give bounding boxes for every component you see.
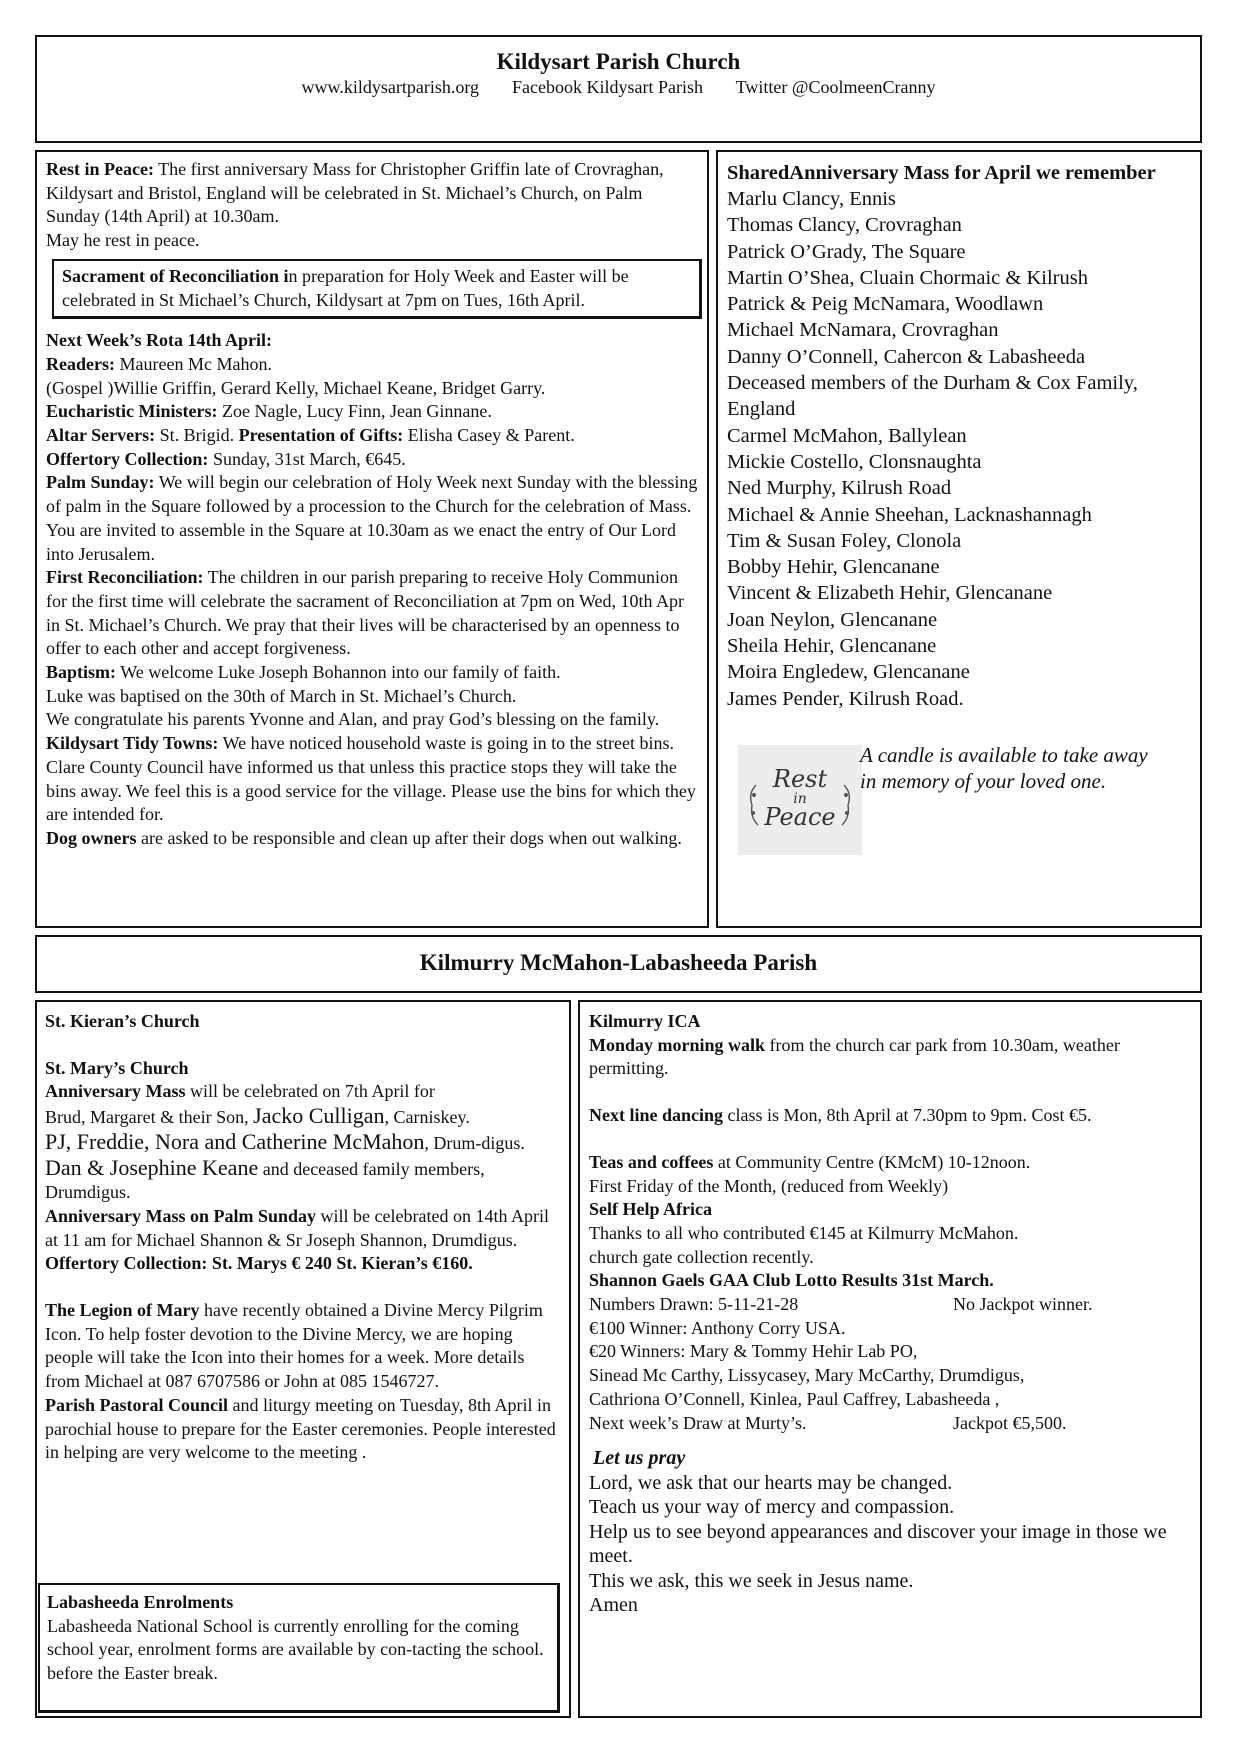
remembered-name: Danny O’Connell, Cahercon & Labasheeda — [727, 345, 1086, 368]
legion-of-mary: The Legion of Mary have recently obtained a Divine Mercy Pilgrim Icon. To help foster devotion to the Divine Mercy, we are hoping people will take the Icon into their homes for a week. More details from Michael at 087 6707586 or John at 085 1546727. — [45, 1300, 543, 1392]
rip-closing: May he rest in peace. — [46, 230, 200, 251]
offertory: Offertory Collection: Sunday, 31st March, €645. — [46, 448, 406, 469]
header-box — [35, 35, 1202, 143]
enrolments-box — [38, 1583, 560, 1713]
anniversary-heading: SharedAnniversary Mass for April we remember — [727, 162, 1156, 184]
rota-servers: Altar Servers: St. Brigid. Presentation of Gifts: Elisha Casey & Parent. — [46, 425, 575, 446]
facebook-link[interactable]: Facebook Kildysart Parish — [512, 77, 703, 97]
header-links — [37, 77, 1200, 98]
ica-heading: Kilmurry ICA — [589, 1011, 701, 1031]
prayer-line: Amen — [589, 1594, 638, 1617]
enrolments-text: Labasheeda National School is currently enrolling for the coming school year, enrolment forms are available by con-tacting the school. before the Easter break. — [47, 1615, 544, 1684]
rota-ministers: Eucharistic Ministers: Zoe Nagle, Lucy Finn, Jean Ginnane. — [46, 401, 492, 422]
remembered-name: Sheila Hehir, Glencanane — [727, 635, 937, 658]
st-kieran-heading: St. Kieran’s Church — [45, 1011, 200, 1031]
remembered-name: Thomas Clancy, Crovraghan — [727, 214, 962, 237]
prayer-heading: Let us pray — [593, 1447, 686, 1470]
self-help-text: Thanks to all who contributed €145 at Kilmurry McMahon. — [589, 1222, 1019, 1243]
first-reconciliation: First Reconciliation: The children in our parish preparing to receive Holy Communion for the first time will celebrate the sacrament of Reconciliation at 7pm on Wed, 10th Apr in St. Michael’s Church. We pray that their lives will be characterised by an openness to offer to each other and accept forgiveness. — [46, 567, 685, 659]
remembered-name: Patrick & Peig McNamara, Woodlawn — [727, 293, 1044, 316]
remembered-name: Deceased members of the Durham & Cox Family, England — [727, 372, 1138, 421]
palm-sunday-mass: Anniversary Mass on Palm Sunday will be celebrated on 14th April at 11 am for Michael Shannon & Sr Joseph Shannon, Drumdigus. — [45, 1205, 549, 1250]
kilmurry-title-box — [35, 935, 1202, 993]
dog-owners: Dog owners are asked to be responsible and clean up after their dogs when out walking. — [46, 827, 682, 848]
candle-text: A candle is available to take away in memory of your loved one. — [860, 742, 1148, 793]
rota-readers: Readers: Maureen Mc Mahon. — [46, 353, 272, 374]
website-link[interactable]: www.kildysartparish.org — [301, 77, 480, 97]
rota-gospel: (Gospel )Willie Griffin, Gerard Kelly, Michael Keane, Bridget Garry. — [46, 377, 546, 398]
prayer-line: Lord, we ask that our hearts may be changed. — [589, 1471, 953, 1494]
kilmurry-title: Kilmurry McMahon-Labasheeda Parish — [419, 950, 818, 975]
logo-in: in — [793, 790, 807, 807]
remembered-name: Bobby Hehir, Glencanane — [727, 556, 940, 579]
rest-in-peace-logo — [738, 745, 862, 855]
line-dancing: Next line dancing class is Mon, 8th April at 7.30pm to 9pm. Cost €5. — [589, 1105, 1092, 1126]
prayer-line: Teach us your way of mercy and compassion. — [589, 1496, 955, 1519]
enrolments-heading: Labasheeda Enrolments — [47, 1592, 234, 1612]
palm-sunday: Palm Sunday: We will begin our celebration of Holy Week next Sunday with the blessing of palm in the Square followed by a procession to the Church for the celebration of Mass. You are invited to assemble in the Square at 10.30am as we enact the entry of Our Lord into Jerusalem. — [46, 472, 698, 564]
logo-rest: Rest — [772, 764, 828, 793]
teas-coffees: Teas and coffees at Community Centre (KMcM) 10-12noon. — [589, 1151, 1031, 1172]
kilmurry-offertory: Offertory Collection: St. Marys € 240 St. Kieran’s €160. — [45, 1253, 473, 1274]
page-title: Kildysart Parish Church — [496, 49, 741, 74]
lotto-winner-20c: Cathriona O’Connell, Kinlea, Paul Caffrey, Labasheeda , — [589, 1388, 1000, 1409]
tidy-towns: Kildysart Tidy Towns: We have noticed household waste is going in to the street bins. Clare County Council have informed us that unless this practice stops they will take the bins away. We feel this is a good service for the village. Please use the bins for which they are intended for. — [46, 733, 696, 825]
self-help-text-2: church gate collection recently. — [589, 1246, 814, 1267]
lotto-heading: Shannon Gaels GAA Club Lotto Results 31st March. — [589, 1270, 994, 1291]
remembered-name: Moira Engledew, Glencanane — [727, 661, 970, 684]
prayer-text — [589, 1471, 1192, 1618]
kilmurry-community-box — [578, 1000, 1202, 1718]
remembered-name: Tim & Susan Foley, Clonola — [727, 529, 962, 552]
anniversary-mcmahon: PJ, Freddie, Nora and Catherine McMahon, Drum-digus. — [45, 1128, 525, 1154]
kildysart-news-box — [35, 150, 709, 928]
lotto-numbers: Numbers Drawn: 5-11-21-28 No Jackpot winner. — [589, 1294, 1093, 1315]
remembered-name: James Pender, Kilrush Road. — [727, 687, 964, 710]
twitter-link[interactable]: Twitter @CoolmeenCranny — [735, 77, 936, 97]
remembered-name: Michael & Annie Sheehan, Lacknashannagh — [727, 503, 1092, 526]
lotto-winner-20: €20 Winners: Mary & Tommy Hehir Lab PO, — [589, 1341, 918, 1362]
baptism-2: Luke was baptised on the 30th of March in St. Michael’s Church. — [46, 685, 517, 706]
baptism: Baptism: We welcome Luke Joseph Bohannon into our family of faith. — [46, 662, 561, 683]
remembered-name: Joan Neylon, Glencanane — [727, 608, 938, 631]
remembered-name: Vincent & Elizabeth Hehir, Glencanane — [727, 582, 1053, 605]
rota-heading: Next Week’s Rota 14th April: — [46, 330, 272, 351]
anniversary-mass: Anniversary Mass will be celebrated on 7th April for — [45, 1081, 435, 1102]
lotto-next-draw: Next week’s Draw at Murty’s. Jackpot €5,500. — [589, 1412, 1067, 1433]
self-help-heading: Self Help Africa — [589, 1199, 712, 1220]
remembered-name: Marlu Clancy, Ennis — [727, 188, 896, 210]
remembered-name: Mickie Costello, Clonsnaughta — [727, 450, 982, 473]
baptism-3: We congratulate his parents Yvonne and Alan, and pray God’s blessing on the family. — [46, 709, 660, 730]
st-mary-heading: St. Mary’s Church — [45, 1057, 189, 1078]
logo-peace: Peace — [764, 802, 836, 831]
candle-notice — [727, 740, 1194, 860]
prayer-line: Help us to see beyond appearances and discover your image in those we meet. — [589, 1520, 1167, 1568]
anniversary-keane: Dan & Josephine Keane and deceased family members, Drumdigus. — [45, 1154, 485, 1203]
anniversary-culligan: Brud, Margaret & their Son, Jacko Culligan, Carniskey. — [45, 1103, 470, 1129]
remembered-name: Martin O’Shea, Cluain Chormaic & Kilrush — [727, 266, 1088, 289]
remembered-list — [727, 186, 1194, 712]
teas-coffees-2: First Friday of the Month, (reduced from Weekly) — [589, 1175, 949, 1196]
lotto-winner-100: €100 Winner: Anthony Corry USA. — [589, 1317, 846, 1338]
monday-walk: Monday morning walk from the church car park from 10.30am, weather permitting. — [589, 1034, 1120, 1079]
remembered-name: Patrick O’Grady, The Square — [727, 240, 966, 263]
lotto-winner-20b: Sinead Mc Carthy, Lissycasey, Mary McCarthy, Drumdigus, — [589, 1365, 1025, 1386]
anniversary-box — [716, 150, 1202, 928]
remembered-name: Ned Murphy, Kilrush Road — [727, 477, 952, 500]
pastoral-council: Parish Pastoral Council and liturgy meeting on Tuesday, 8th April in parochial house to prepare for the Easter ceremonies. People interested in helping are very welcome to the meeting . — [45, 1394, 556, 1463]
prayer-line: This we ask, this we seek in Jesus name. — [589, 1569, 914, 1592]
remembered-name: Michael McNamara, Crovraghan — [727, 319, 999, 342]
reconciliation-box: Sacrament of Reconciliation in preparation for Holy Week and Easter will be celebrated in St Michael’s Church, Kildysart at 7pm on Tues, 16th April. — [52, 259, 702, 319]
rip-notice: Rest in Peace: The first anniversary Mass for Christopher Griffin late of Crovraghan, Kildysart and Bristol, England will be celebrated in St. Michael’s Church, on Palm Sunday (14th April) at 10.30am. — [46, 159, 664, 227]
remembered-name: Carmel McMahon, Ballylean — [727, 424, 967, 447]
